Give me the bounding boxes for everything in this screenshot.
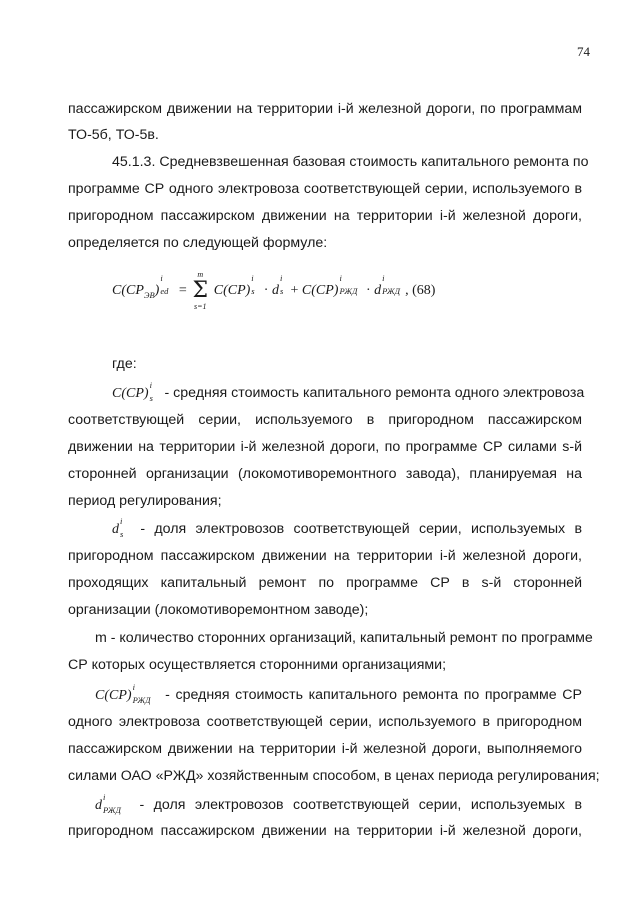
text-line: - доля электровозов соответствующей серии, используемых в xyxy=(140,521,582,537)
symbol-main: C(CP) xyxy=(95,688,132,703)
symbol-sup: i xyxy=(132,682,135,692)
text-line: пассажирском движении на территории i-й железной дороги, по программам xyxy=(68,101,582,117)
symbol-c-cp-s xyxy=(112,380,157,403)
text-line: 45.1.3. Средневзвешенная базовая стоимость капитального ремонта по xyxy=(112,154,589,170)
text-line: пригородном пассажирском движении на территории i-й железной дороги, xyxy=(68,823,582,839)
symbol-c-cp-rzd xyxy=(95,682,156,705)
text-line: соответствующей серии, используемого в пригородном пассажирском xyxy=(68,412,582,428)
formula-d: d xyxy=(271,283,279,299)
formula-dot: · xyxy=(263,283,269,299)
sum-operator xyxy=(190,270,210,311)
text-line: ТО-5б, ТО-5в. xyxy=(68,127,159,143)
text-line: m - количество сторонних организаций, капитальный ремонт по программе xyxy=(95,630,593,646)
text-line: одного электровоза соответствующей серии, используемого в пригородном xyxy=(68,714,582,730)
symbol-main: C(CP) xyxy=(112,386,149,401)
formula-d2-sup: i xyxy=(382,273,385,284)
formula-d-sub: s xyxy=(279,286,284,297)
sigma-symbol: Σ xyxy=(192,278,209,303)
formula-term2: C(CP) xyxy=(301,283,339,299)
formula-term2-sup: i xyxy=(339,273,342,284)
formula-dot: · xyxy=(365,283,371,299)
formula-68 xyxy=(112,270,472,330)
symbol-sub: s xyxy=(120,529,124,539)
text-line: пригородном пассажирском движении на территории i-й железной дороги, xyxy=(68,548,582,564)
text-line: движении на территории i-й железной дороги, по программе СР силами s-й xyxy=(68,439,582,455)
text-line: где: xyxy=(112,356,137,372)
page-number: 74 xyxy=(577,44,590,59)
formula-lhs-sup: i xyxy=(160,273,163,284)
symbol-d-s xyxy=(112,516,127,539)
symbol-d-rzd xyxy=(95,792,126,815)
text-line: - средняя стоимость капитального ремонта по программе СР xyxy=(165,687,582,703)
formula-term1-sup: i xyxy=(251,273,254,284)
text-line-with-symbol xyxy=(112,380,585,403)
formula-equals: = xyxy=(178,283,187,299)
text-line: - средняя стоимость капитального ремонта одного электровоза xyxy=(164,385,585,401)
symbol-main: d xyxy=(112,522,119,537)
symbol-main: d xyxy=(95,798,102,813)
formula-d2-sub: РЖД xyxy=(382,286,401,297)
formula-term2-sub: РЖД xyxy=(339,286,358,297)
text-line: определяется по следующей формуле: xyxy=(68,235,328,251)
text-line: - доля электровозов соответствующей серии, используемых в xyxy=(139,797,582,813)
formula-lhs-sub: ЭВ xyxy=(143,290,155,301)
text-line-with-symbol xyxy=(95,682,582,705)
formula-term1: C(CP) xyxy=(213,283,251,299)
text-line: период регулирования; xyxy=(68,493,222,509)
text-line-with-symbol xyxy=(95,792,582,815)
text-line: программе СР одного электровоза соответствующей серии, используемого в xyxy=(68,181,582,197)
text-line: СР которых осуществляется сторонними организациями; xyxy=(68,657,447,673)
text-line-with-symbol xyxy=(112,516,582,539)
formula-lhs: C(CP xyxy=(112,283,144,299)
symbol-sub: s xyxy=(149,393,153,403)
formula-d2: d xyxy=(374,283,382,299)
text-line: проходящих капитальный ремонт по программе СР в s-й сторонней xyxy=(68,575,582,591)
sum-upper: m xyxy=(197,270,204,279)
formula-plus: + xyxy=(290,283,299,299)
sum-lower: s=1 xyxy=(193,302,207,311)
text-line: силами ОАО «РЖД» хозяйственным способом, в ценах периода регулирования; xyxy=(68,768,600,784)
text-line: сторонней организации (локомотиворемонтного завода), планируемая на xyxy=(68,466,582,482)
formula-number: , (68) xyxy=(405,283,436,299)
symbol-sup: i xyxy=(120,516,123,526)
formula-term1-sub: s xyxy=(251,286,255,297)
text-line: пассажирском движении на территории i-й железной дороги, выполняемого xyxy=(68,741,582,757)
symbol-sub: РЖД xyxy=(103,805,121,815)
formula-lhs-sub2: ed xyxy=(160,286,169,297)
formula-d-sup: i xyxy=(279,273,283,284)
formula-lhs-close: ) xyxy=(154,283,160,299)
text-line: пригородном пассажирском движении на территории i-й железной дороги, xyxy=(68,208,582,224)
symbol-sup: i xyxy=(149,380,152,390)
text-line: организации (локомотиворемонтном заводе); xyxy=(68,602,369,618)
symbol-sup: i xyxy=(103,792,106,802)
symbol-sub: РЖД xyxy=(132,695,151,705)
